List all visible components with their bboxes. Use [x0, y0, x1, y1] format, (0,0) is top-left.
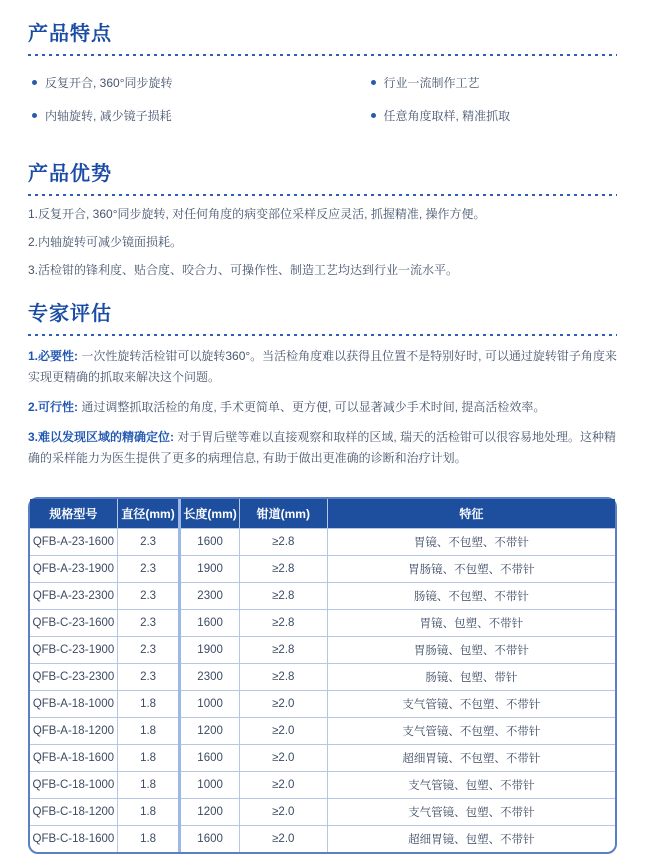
bullet-dot-icon: [371, 113, 376, 118]
spec-table-cell: 胃镜、不包塑、不带针: [327, 529, 615, 556]
spec-table-header-cell: 长度(mm): [180, 499, 240, 529]
spec-table-header-cell: 特征: [327, 499, 615, 529]
spec-table-cell: 肠镜、包塑、带针: [327, 664, 615, 691]
spec-table-cell: 1.8: [117, 691, 180, 718]
spec-table-header-row: [30, 499, 615, 529]
spec-table-cell: QFB-C-23-1600: [30, 610, 117, 637]
feature-bullet-label: 内轴旋转, 减少镜子损耗: [45, 109, 172, 123]
feature-bullet-item: [32, 74, 325, 91]
evaluation-label: 3.难以发现区域的精确定位:: [28, 430, 175, 444]
spec-table-cell: 1.8: [117, 718, 180, 745]
spec-table-cell: 1600: [180, 529, 240, 556]
spec-table-cell: 2.3: [117, 664, 180, 691]
spec-table-cell: QFB-C-23-2300: [30, 664, 117, 691]
spec-table-row: [30, 691, 615, 718]
spec-table-cell: 1200: [180, 799, 240, 826]
spec-table-row: [30, 826, 615, 853]
spec-table-cell: QFB-A-23-1600: [30, 529, 117, 556]
spec-table-cell: QFB-A-23-1900: [30, 556, 117, 583]
spec-table-cell: 肠镜、不包塑、不带针: [327, 583, 615, 610]
spec-table-cell: ≥2.0: [239, 772, 327, 799]
spec-table-cell: 胃肠镜、包塑、不带针: [327, 637, 615, 664]
spec-table-cell: QFB-C-23-1900: [30, 637, 117, 664]
spec-table-cell: QFB-C-18-1000: [30, 772, 117, 799]
spec-table-cell: 胃肠镜、不包塑、不带针: [327, 556, 615, 583]
spec-table-cell: ≥2.8: [239, 529, 327, 556]
spec-table-cell: 支气管镜、不包塑、不带针: [327, 691, 615, 718]
spec-table-cell: 1200: [180, 718, 240, 745]
spec-table-cell: QFB-A-18-1000: [30, 691, 117, 718]
spec-table-cell: 2300: [180, 583, 240, 610]
spec-table-container: [28, 497, 617, 854]
spec-table-cell: ≥2.8: [239, 664, 327, 691]
advantage-paragraph: 2.内轴旋转可减少镜面损耗。: [28, 235, 183, 249]
spec-table-cell: ≥2.8: [239, 610, 327, 637]
feature-bullet-item: [32, 107, 325, 124]
section-title-evaluation: 专家评估: [28, 303, 112, 325]
spec-table-cell: 胃镜、包塑、不带针: [327, 610, 615, 637]
spec-table-cell: ≥2.8: [239, 556, 327, 583]
dashed-divider: [28, 334, 617, 336]
spec-table-cell: 支气管镜、包塑、不带针: [327, 799, 615, 826]
spec-table-row: [30, 664, 615, 691]
spec-table-row: [30, 745, 615, 772]
feature-bullet-item: [371, 107, 618, 124]
spec-table-cell: 1000: [180, 772, 240, 799]
feature-bullet-label: 行业一流制作工艺: [383, 76, 480, 90]
spec-table-cell: QFB-A-18-1600: [30, 745, 117, 772]
advantage-paragraph: 3.活检钳的锋利度、贴合度、咬合力、可操作性、制造工艺均达到行业一流水平。: [28, 263, 459, 277]
section-advantages: [28, 162, 617, 278]
evaluation-paragraph: [28, 397, 617, 418]
spec-table-cell: 1900: [180, 637, 240, 664]
dashed-divider: [28, 54, 617, 56]
evaluation-paragraph: [28, 427, 617, 469]
spec-table-cell: 2.3: [117, 556, 180, 583]
evaluation-label: 2.可行性:: [28, 400, 79, 414]
spec-table-cell: QFB-C-18-1600: [32, 833, 115, 845]
section-title-advantages: 产品优势: [28, 163, 112, 185]
spec-table-header-cell: 直径(mm): [117, 499, 180, 529]
spec-table-row: [30, 583, 615, 610]
spec-table-body: [30, 529, 615, 853]
section-title-features: 产品特点: [28, 23, 112, 45]
spec-table-cell: QFB-A-18-1200: [30, 718, 117, 745]
spec-table-cell: 2300: [180, 664, 240, 691]
spec-table-cell: 1000: [180, 691, 240, 718]
spec-table-cell: 支气管镜、不包塑、不带针: [327, 718, 615, 745]
spec-table: [30, 499, 615, 852]
spec-table-cell: ≥2.0: [239, 718, 327, 745]
spec-table-cell: 2.3: [117, 637, 180, 664]
evaluation-text: 对于胃后壁等难以直接观察和取样的区域, 瑞天的活检钳可以很容易地处理。这种精确的采样能力为医生提供了更多的病理信息, 有助于做出更准确的诊断和治疗计划。: [28, 430, 617, 465]
section-features: [28, 22, 617, 140]
spec-table-cell: ≥2.8: [239, 583, 327, 610]
feature-bullet-label: 任意角度取样, 精准抓取: [383, 109, 511, 123]
evaluation-text: 一次性旋转活检钳可以旋转360°。当活检角度难以获得且位置不是特别好时, 可以通过旋转钳子角度来实现更精确的抓取来解决这个问题。: [28, 349, 617, 384]
advantages-paragraphs: [28, 206, 617, 278]
evaluation-paragraph: [28, 346, 617, 388]
spec-table-cell: 1.8: [117, 799, 180, 826]
advantage-paragraph: 1.反复开合, 360°同步旋转, 对任何角度的病变部位采样反应灵活, 抓握精准, 操作方便。: [28, 207, 486, 221]
spec-table-cell: 1.8: [117, 772, 180, 799]
spec-table-header-cell: 钳道(mm): [239, 499, 327, 529]
spec-table-cell: QFB-C-18-1200: [30, 799, 117, 826]
features-left-column: [32, 68, 325, 140]
spec-table-row: [30, 529, 615, 556]
bullet-dot-icon: [371, 80, 376, 85]
spec-table-cell: 2.3: [117, 529, 180, 556]
spec-table-cell: 1.8: [117, 745, 180, 772]
evaluation-text: 通过调整抓取活检的角度, 手术更简单、更方便, 可以显著减少手术时间, 提高活检效率。: [78, 400, 546, 414]
spec-table-cell: ≥2.0: [239, 826, 327, 853]
bullet-dot-icon: [32, 113, 37, 118]
spec-table-cell: 1600: [180, 826, 240, 853]
spec-table-row: [30, 799, 615, 826]
features-right-column: [325, 68, 618, 140]
spec-table-header-cell: 规格型号: [30, 499, 117, 529]
dashed-divider: [28, 194, 617, 196]
section-evaluation: [28, 302, 617, 469]
spec-table-cell: 超细胃镜、不包塑、不带针: [327, 745, 615, 772]
feature-bullet-item: [371, 74, 618, 91]
spec-table-cell: 1900: [180, 556, 240, 583]
evaluation-paragraphs: [28, 346, 617, 469]
spec-table-row: [30, 637, 615, 664]
spec-table-cell: 超细胃镜、包塑、不带针: [327, 826, 615, 853]
spec-table-cell: ≥2.8: [239, 637, 327, 664]
bullet-dot-icon: [32, 80, 37, 85]
spec-table-cell: ≥2.0: [239, 691, 327, 718]
spec-table-cell: ≥2.0: [239, 799, 327, 826]
spec-table-cell: QFB-A-23-2300: [30, 583, 117, 610]
feature-bullet-label: 反复开合, 360°同步旋转: [45, 76, 173, 90]
spec-table-cell: 2.3: [117, 610, 180, 637]
spec-table-cell: 支气管镜、包塑、不带针: [327, 772, 615, 799]
spec-table-cell: 1600: [180, 610, 240, 637]
features-bullet-grid: [28, 66, 617, 140]
spec-table-row: [30, 610, 615, 637]
evaluation-label: 1.必要性:: [28, 349, 79, 363]
spec-table-cell: 1.8: [117, 826, 180, 853]
spec-table-cell: ≥2.0: [239, 745, 327, 772]
spec-table-row: [30, 718, 615, 745]
spec-table-row: [30, 556, 615, 583]
spec-table-head: [30, 499, 615, 529]
spec-table-cell: 2.3: [117, 583, 180, 610]
spec-table-cell: 1600: [180, 745, 240, 772]
spec-table-row: [30, 772, 615, 799]
